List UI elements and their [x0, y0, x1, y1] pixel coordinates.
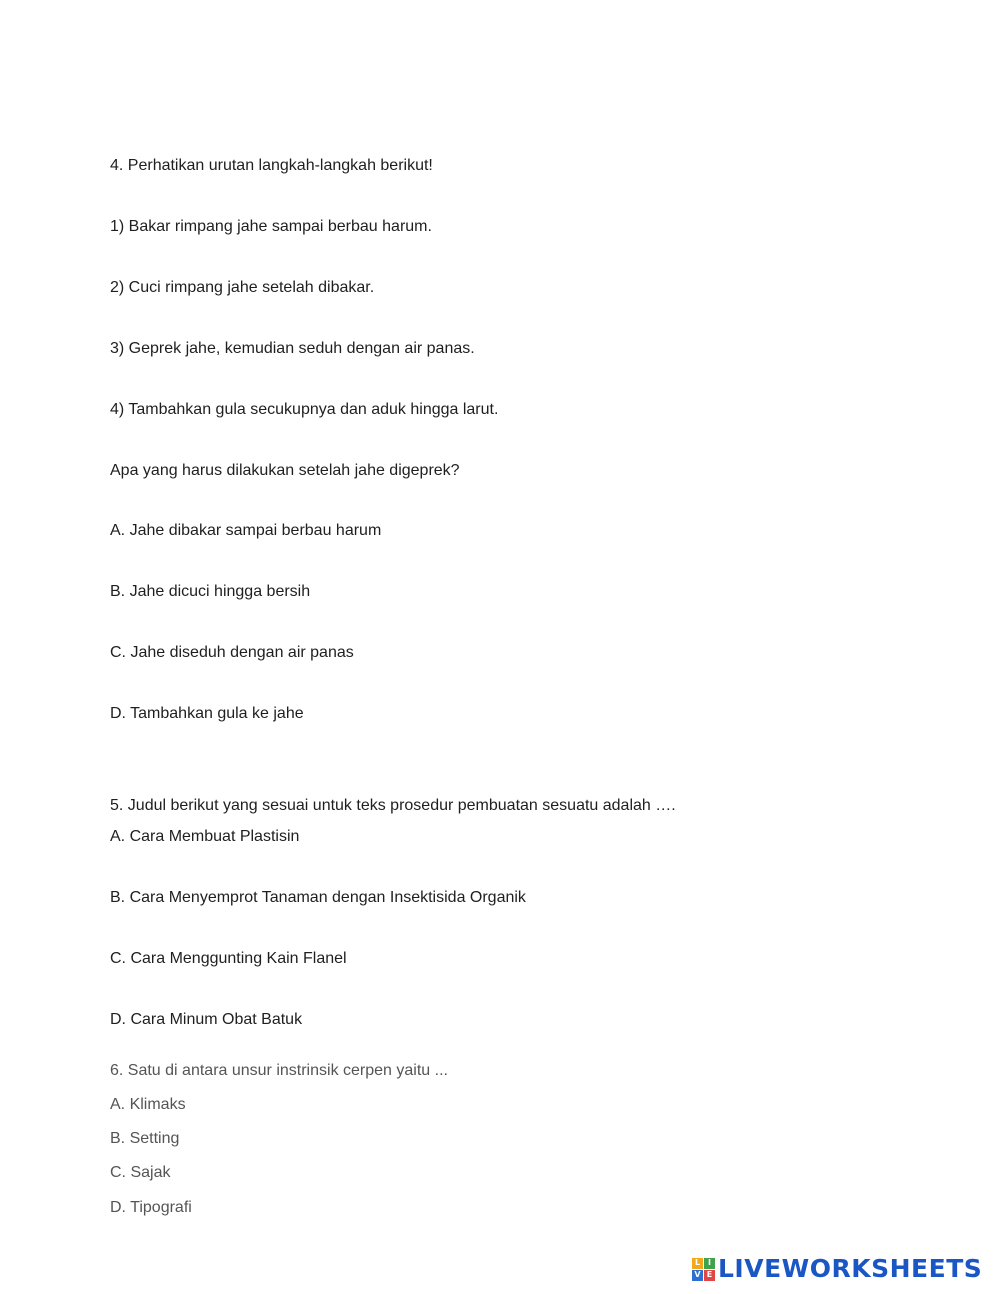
q6-question: 6. Satu di antara unsur instrinsik cerpen yaitu ... [110, 1062, 448, 1079]
q5-option-c: C. Cara Menggunting Kain Flanel [110, 950, 347, 967]
q4-question: 4. Perhatikan urutan langkah-langkah berikut! [110, 157, 433, 174]
q4-option-d: D. Tambahkan gula ke jahe [110, 705, 304, 722]
q5-option-d: D. Cara Minum Obat Batuk [110, 1011, 303, 1028]
q4-prompt: Apa yang harus dilakukan setelah jahe digeprek? [110, 462, 460, 479]
q5-option-b: B. Cara Menyemprot Tanaman dengan Insektisida Organik [110, 889, 526, 906]
liveworksheets-mark-icon [692, 1258, 715, 1281]
logo-wordmark: LIVEWORKSHEETS [718, 1254, 983, 1283]
q4-step-3: 3) Geprek jahe, kemudian seduh dengan air panas. [110, 340, 475, 357]
q4-option-c: C. Jahe diseduh dengan air panas [110, 644, 354, 661]
logo-tile: E [704, 1270, 715, 1281]
q5-option-a: A. Cara Membuat Plastisin [110, 828, 300, 845]
q6-option-c: C. Sajak [110, 1164, 171, 1181]
q4-step-1: 1) Bakar rimpang jahe sampai berbau harum. [110, 218, 432, 235]
q4-step-2: 2) Cuci rimpang jahe setelah dibakar. [110, 279, 375, 296]
q6-option-d: D. Tipografi [110, 1199, 192, 1216]
liveworksheets-logo [692, 1254, 982, 1284]
q4-option-b: B. Jahe dicuci hingga bersih [110, 583, 311, 600]
logo-tile: V [692, 1270, 703, 1281]
q5-question: 5. Judul berikut yang sesuai untuk teks prosedur pembuatan sesuatu adalah …. [110, 797, 676, 814]
logo-tile: L [692, 1258, 703, 1269]
q4-option-a: A. Jahe dibakar sampai berbau harum [110, 522, 382, 539]
q6-option-a: A. Klimaks [110, 1096, 186, 1113]
q6-option-b: B. Setting [110, 1130, 180, 1147]
logo-tile: I [704, 1258, 715, 1269]
q4-step-4: 4) Tambahkan gula secukupnya dan aduk hingga larut. [110, 401, 499, 418]
